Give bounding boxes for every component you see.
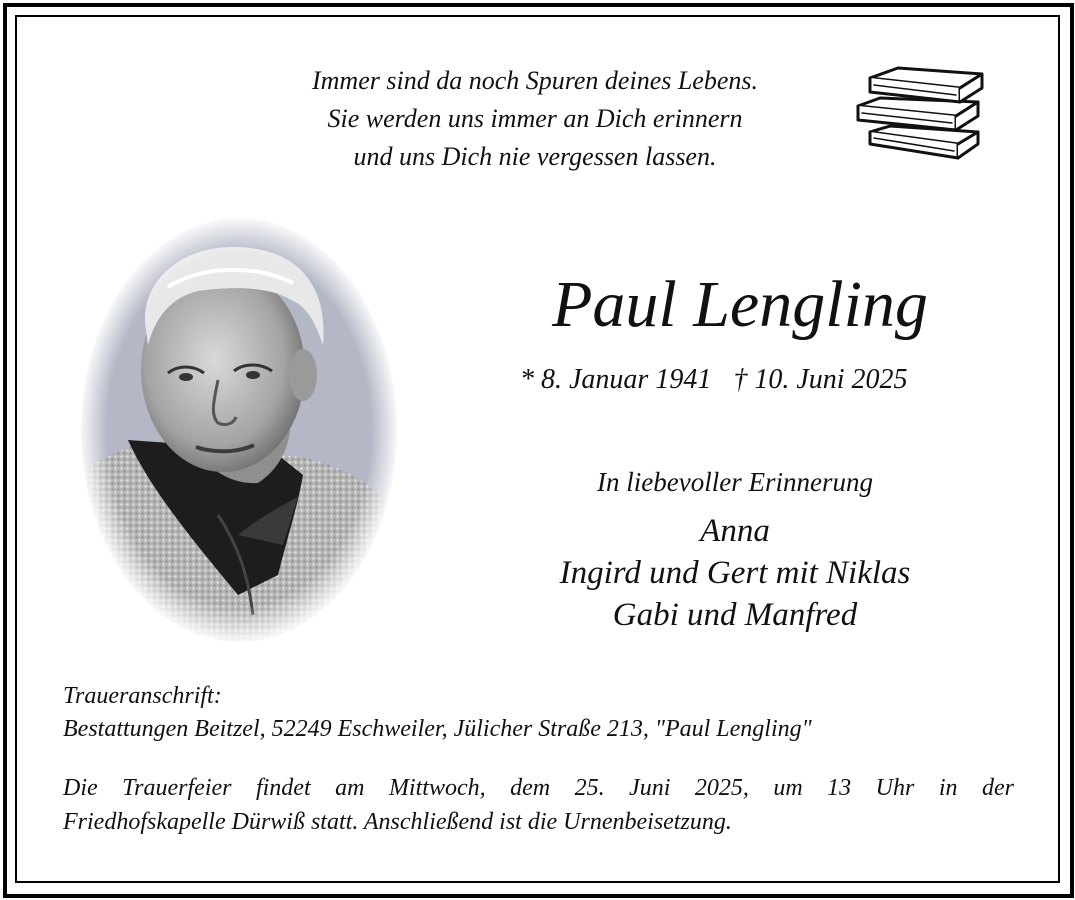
service-line-1: Die Trauerfeier findet am Mittwoch, dem 25. Juni 2025, um 13 Uhr in der [63,775,1014,801]
books-icon [850,62,990,166]
mourner-line: Anna [700,513,770,549]
service-line-2: Friedhofskapelle Dürwiß statt. Anschließend ist die Urnenbeisetzung. [63,809,732,835]
address-text: Bestattungen Beitzel, 52249 Eschweiler, Jülicher Straße 213, "Paul Lengling" [63,716,812,742]
mourner-line: Gabi und Manfred [612,597,858,633]
verse-line-2: Sie werden uns immer an Dich erinnern [327,104,743,133]
deceased-name: Paul Lengling [552,268,928,341]
death-date: † 10. Juni 2025 [733,364,908,395]
verse-line-3: und uns Dich nie vergessen lassen. [353,142,717,171]
funeral-service-notice [63,771,1014,839]
verse-line-1: Immer sind da noch Spuren deines Lebens. [311,66,759,95]
birth-date: * 8. Januar 1941 [520,364,712,395]
mourners-list [470,510,1000,636]
mourner-line: Ingird und Gert mit Niklas [559,555,911,591]
portrait-photo [78,215,400,645]
remembrance-heading: In liebevoller Erinnerung [597,467,873,497]
memorial-verse [200,62,870,176]
life-dates [520,360,960,400]
mourning-address [63,680,1013,746]
address-label: Traueranschrift: [63,683,222,709]
